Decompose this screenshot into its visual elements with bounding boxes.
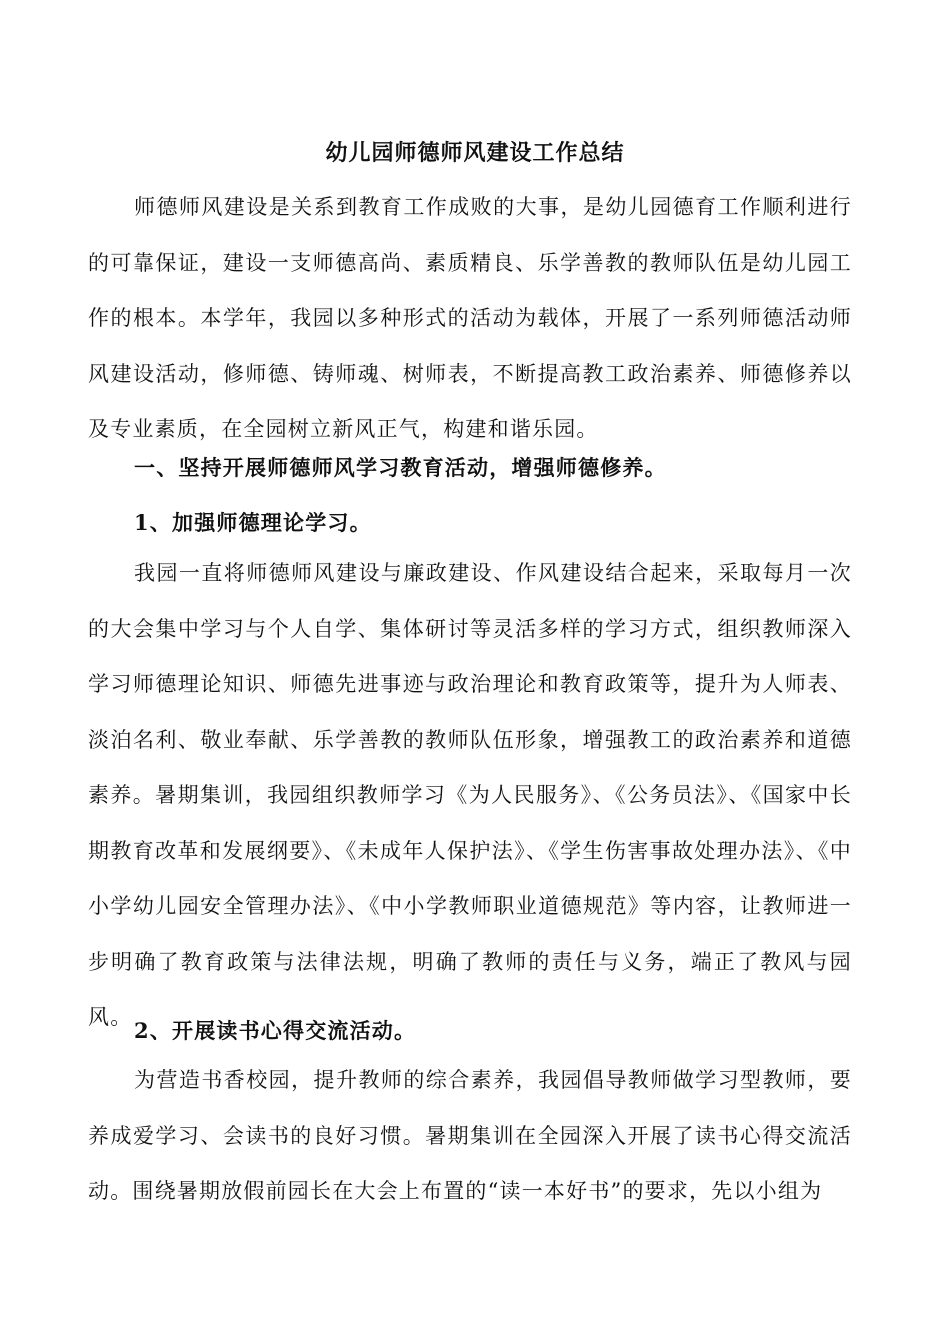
subsection-2-heading: 2、开展读书心得交流活动。 — [134, 1018, 417, 1043]
section-1-heading: 一、坚持开展师德师风学习教育活动，增强师德修养。 — [134, 455, 667, 480]
subsection-1-heading: 1、加强师德理论学习。 — [134, 510, 372, 535]
subsection-1-body: 我园一直将师德师风建设与廉政建设、作风建设结合起来，采取每月一次的大会集中学习与个人自学、集体研讨等灵活多样的学习方式，组织教师深入学习师德理论知识、师德先进事迹与政治理论和教育政策等，提升为人师表、淡泊名利、敬业奉献、乐学善教的教师队伍形象，增强教工的政治素养和道德素养。暑期集训，我园组织教师学习《为人民服务》、《公务员法》、《国家中长期教育改革和发展纲要》、《未成年人保护法》、《学生伤害事故处理办法》、《中小学幼儿园安全管理办法》、《中小学教师职业道德规范》等内容，让教师进一步明确了教育政策与法律法规，明确了教师的责任与义务，端正了教风与园风。 — [88, 561, 852, 1029]
intro-paragraph: 师德师风建设是关系到教育工作成败的大事，是幼儿园德育工作顺利进行的可靠保证，建设一支师德高尚、素质精良、乐学善教的教师队伍是幼儿园工作的根本。本学年，我园以多种形式的活动为载体，开展了一系列师德活动师风建设活动，修师德、铸师魂、树师表，不断提高教工政治素养、师德修养以及专业素质，在全园树立新风正气，构建和谐乐园。 — [88, 195, 852, 441]
subsection-2-body: 为营造书香校园，提升教师的综合素养，我园倡导教师做学习型教师，要养成爱学习、会读书的良好习惯。暑期集训在全园深入开展了读书心得交流活动。围绕暑期放假前园长在大会上布置的“读一本好书”的要求，先以小组为 — [88, 1068, 852, 1203]
document-title: 幼儿园师德师风建设工作总结 — [325, 140, 625, 166]
